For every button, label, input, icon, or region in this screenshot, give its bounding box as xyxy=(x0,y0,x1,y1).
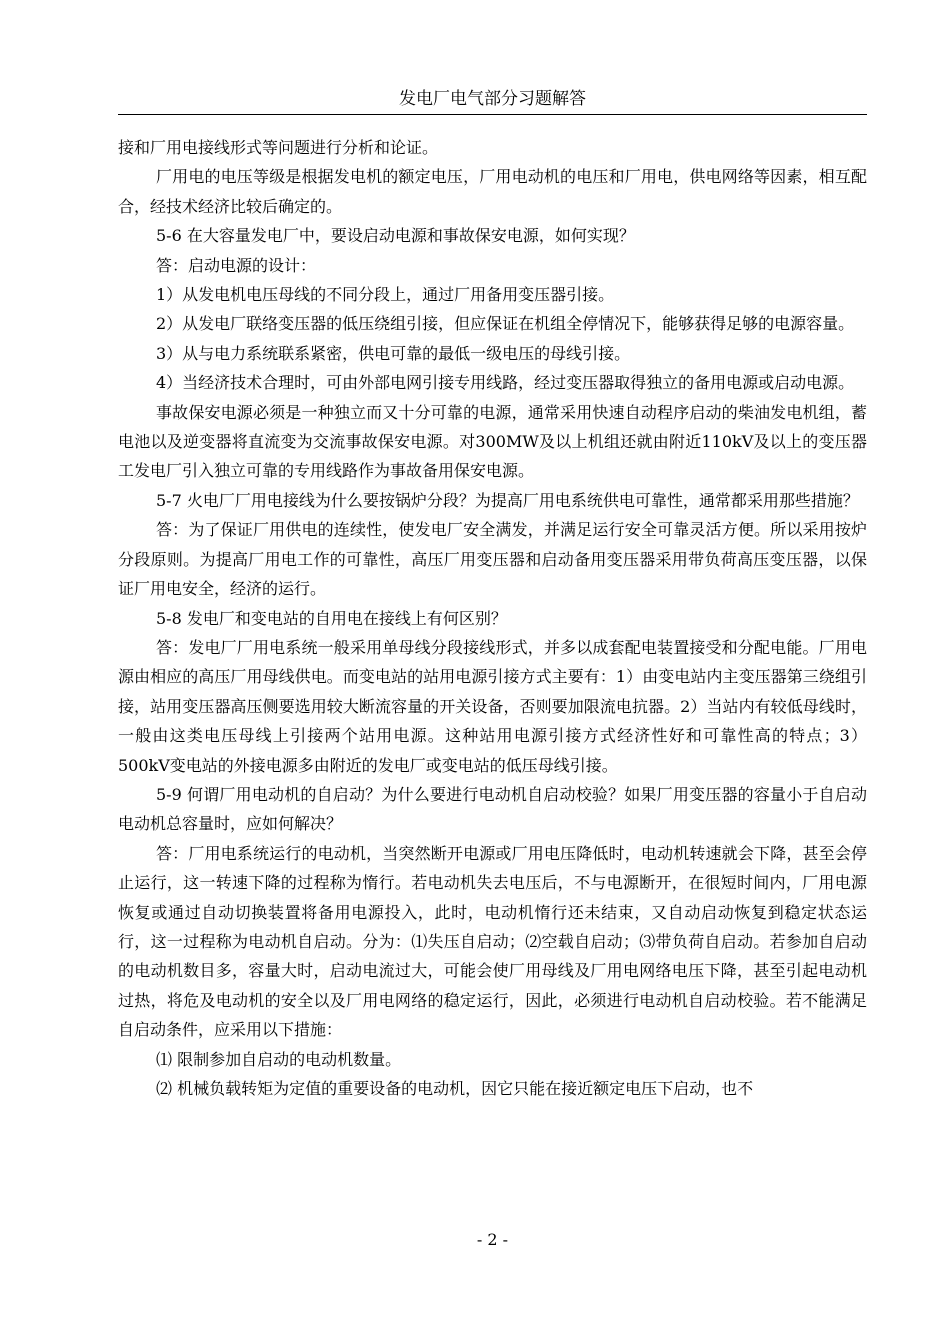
page-header-title: 发电厂电气部分习题解答 xyxy=(399,89,586,109)
paragraph-1: 接和厂用电接线形式等问题进行分析和论证。 xyxy=(118,138,439,157)
answer-5-9-measure-1: ⑴ 限制参加自启动的电动机数量。 xyxy=(156,1049,402,1069)
answer-5-6-emergency: 事故保安电源必须是一种独立而又十分可靠的电源，通常采用快速自动程序启动的柴油发电机组，蓄电池以及逆变器将直流变为交流事故保安电源。对300MW及以上机组还就由附近110kV及以上的变压器工发电厂引入独立可靠的专用线路作为事故备用保安电源。 xyxy=(118,402,867,481)
question-5-6: 5-6 在大容量发电厂中，要设启动电源和事故保安电源，如何实现？ xyxy=(156,226,635,246)
answer-5-6-item-3: 3）从与电力系统联系紧密，供电可靠的最低一级电压的母线引接。 xyxy=(156,343,631,363)
answer-5-7: 答：为了保证厂用供电的连续性，使发电厂安全满发，并满足运行安全可靠灵活方便。所以采用按炉分段原则。为提高厂用电工作的可靠性，高压厂用变压器和启动备用变压器采用带负荷高压变压器，以保证厂用电安全，经济的运行。 xyxy=(118,520,867,599)
answer-5-6-item-4: 4）当经济技术合理时，可由外部电网引接专用线路，经过变压器取得独立的备用电源或启动电源。 xyxy=(156,373,855,393)
answer-5-6-item-1: 1）从发电机电压母线的不同分段上，通过厂用备用变压器引接。 xyxy=(156,285,615,305)
paragraph-2: 厂用电的电压等级是根据发电机的额定电压，厂用电动机的电压和厂用电，供电网络等因素，相互配合，经技术经济比较后确定的。 xyxy=(118,167,867,216)
question-5-8: 5-8 发电厂和变电站的自用电在接线上有何区别？ xyxy=(156,608,507,628)
answer-5-6-item-2: 2）从发电厂联络变压器的低压绕组引接，但应保证在机组全停情况下，能够获得足够的电源容量。 xyxy=(156,314,855,334)
question-5-9: 5-9 何谓厂用电动机的自启动？为什么要进行电动机自启动校验？如果厂用变压器的容量小于自启动电动机总容量时，应如何解决？ xyxy=(118,784,867,834)
question-5-7: 5-7 火电厂厂用电接线为什么要按锅炉分段？为提高厂用电系统供电可靠性，通常都采用那些措施？ xyxy=(156,490,859,510)
answer-5-9: 答：厂用电系统运行的电动机，当突然断开电源或厂用电压降低时，电动机转速就会下降，甚至会停止运行，这一转速下降的过程称为惰行。若电动机失去电压后，不与电源断开，在很短时间内，厂用电源恢复或通过自动切换装置将备用电源投入，此时，电动机惰行还未结束，又自动启动恢复到稳定状态运行，这一过程称为电动机自启动。分为：⑴失压自启动；⑵空载自启动；⑶带负荷自启动。若参加自启动的电动机数目多，容量大时，启动电流过大，可能会使厂用母线及厂用电网络电压下降，甚至引起电动机过热，将危及电动机的安全以及厂用电网络的稳定运行，因此，必须进行电动机自启动校验。若不能满足自启动条件，应采用以下措施： xyxy=(118,843,867,1040)
answer-5-8: 答：发电厂厂用电系统一般采用单母线分段接线形式，并多以成套配电装置接受和分配电能。厂用电源由相应的高压厂用母线供电。而变电站的站用电源引接方式主要有：1）由变电站内主变压器第三绕组引接，站用变压器高压侧要选用较大断流容量的开关设备，否则要加限流电抗器。2）当站内有较低母线时，一般由这类电压母线上引接两个站用电源。这种站用电源引接方式经济性好和可靠性高的特点；3）500kV变电站的外接电源多由附近的发电厂或变电站的低压母线引接。 xyxy=(118,637,867,775)
page-number: - 2 - xyxy=(476,1230,509,1249)
document-body xyxy=(118,133,867,1103)
answer-5-9-measure-2: ⑵ 机械负载转矩为定值的重要设备的电动机，因它只能在接近额定电压下启动，也不 xyxy=(156,1079,754,1098)
header-divider xyxy=(118,114,867,115)
answer-5-6-intro: 答：启动电源的设计： xyxy=(156,255,317,275)
